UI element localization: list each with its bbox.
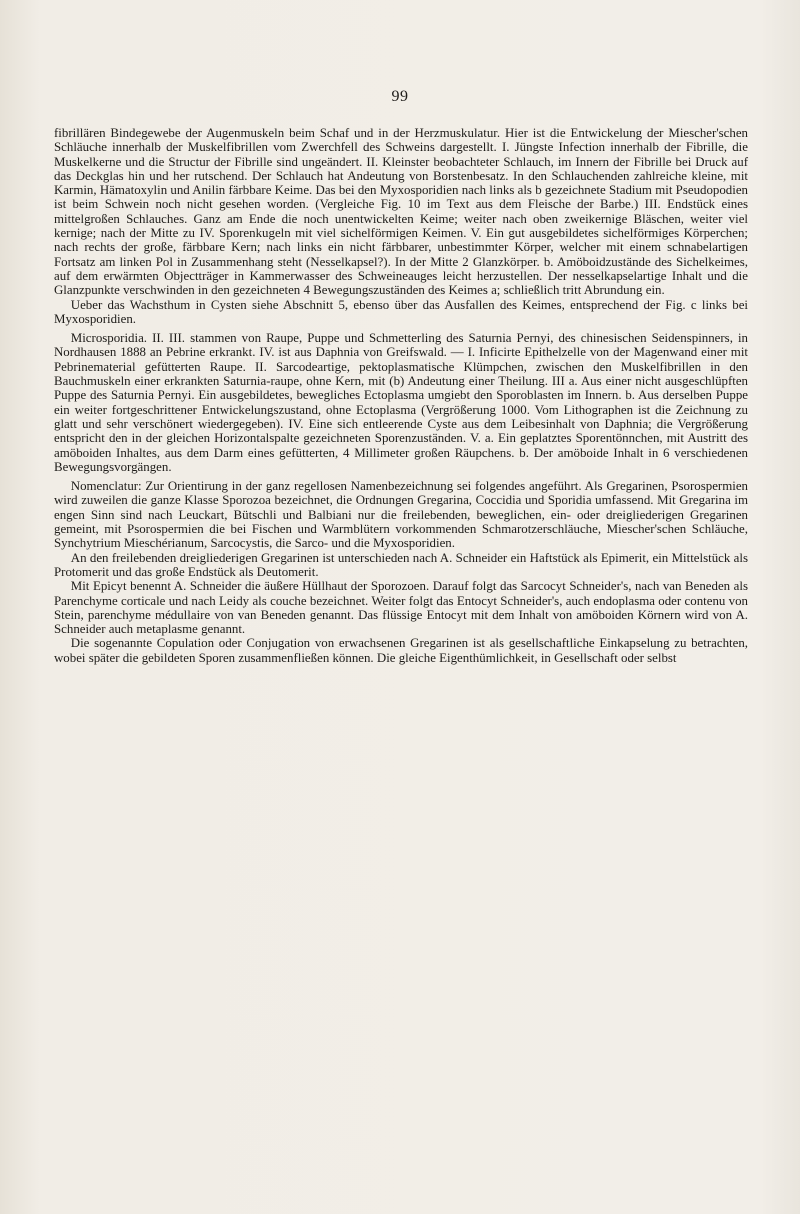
page-number: 99 — [391, 88, 409, 105]
paragraph-miescher-tubes: fibrillären Bindegewebe der Augenmuskeln beim Schaf und in der Herzmuskulatur. Hier ist die Entwickelung der Miescher'schen Schläuche innerhalb der Muskelfibrillen vom Zwerchfell des Schweins dargestellt. I. Jüngste Infection innerhalb der Fibrille, die Muskelkerne und die Structur der Fibrille sind ungeändert. II. Kleinster beobachteter Schlauch, im Innern der Fibrille bei Druck auf das Deckglas hin und her rutschend. Der Schlauch hat Andeutung von Borstenbesatz. In den Schlauchenden zahlreiche kleine, mit Karmin, Hämatoxylin und Anilin färbbare Keime. Das bei den Myxosporidien nach links als b gezeichnete Stadium mit Pseudopodien ist beim Schwein noch nicht gesehen worden. (Vergleiche Fig. 10 im Text aus dem Fleische der Barbe.) III. Endstück eines mittelgroßen Schlauches. Ganz am Ende die noch unentwickelten Keime; weiter nach oben zweikernige Bläschen, weiter viel kernige; nach der Mitte zu IV. Sporenkugeln mit viel sichelförmigen Keimen. V. Ein gut ausgebildetes sichelförmiges Körperchen; nach rechts der große, färbbare Kern; nach links ein nicht färbbarer, unbestimmter Körper, welcher mit einem schnabelartigen Fortsatz am linken Pol in Zusammenhang steht (Nesselkapsel?). In der Mitte 2 Glanzkörper. b. Amöboidzustände des Sichelkeimes, auf dem erwärmten Objectträger in Kammerwasser des Schweineauges leicht herzustellen. Der nesselkapselartige Inhalt und die Glanzpunkte verschwinden in den gezeichneten 4 Bewegungszuständen des Keimes a; schließlich tritt Abrundung ein. — [54, 126, 748, 298]
paragraph-copulation: Die sogenannte Copulation oder Conjugation von erwachsenen Gregarinen ist als gesellschaftliche Einkapselung zu betrachten, wobei später die gebildeten Sporen zusammenfließen können. Die gleiche Eigenthümlichkeit, in Gesellschaft oder selbst — [54, 636, 748, 665]
paragraph-microsporidia: Microsporidia. II. III. stammen von Raupe, Puppe und Schmetterling des Saturnia Pernyi, des chinesischen Seidenspinners, in Nordhausen 1888 an Pebrine erkrankt. IV. ist aus Daphnia von Greifswald. — I. Inficirte Epithelzelle von der Magenwand einer mit Pebrinematerial gefütterten Raupe. II. Sarcodeartige, pektoplasmatische Klümpchen, zwischen den Muskelfibrillen in den Bauchmuskeln einer erkrankten Saturnia-raupe, ohne Kern, mit (b) Andeutung einer Theilung. III a. Aus einer nicht ausgeschlüpften Puppe des Saturnia Pernyi. Ein ausgebildetes, bewegliches Ectoplasma umgiebt den Sporoblasten im Innern. b. Aus derselben Puppe ein weiter fortgeschrittener Entwickelungszustand, ohne Ectoplasma (Vergrößerung 1000. Vom Lithographen ist die Zeichnung zu glatt und sehr verschönert wiedergegeben). IV. Eine sich entleerende Cyste aus dem Leibesinhalt von Daphnia; die Vergrößerung entspricht den in der gleichen Horizontalspalte gezeichneten Sporenzuständen. V. a. Ein geplatztes Sporentönnchen, mit Austritt des amöboiden Inhaltes, aus dem Darm eines gefütterten, 4 Millimeter großen Räupchens. b. Der amöboide Inhalt in 6 verschiedenen Bewegungsvorgängen. — [54, 331, 748, 474]
paragraph-epicyt: Mit Epicyt benennt A. Schneider die äußere Hüllhaut der Sporozoen. Darauf folgt das Sarcocyt Schneider's, nach van Beneden als Parenchyme corticale und nach Leidy als couche bezeichnet. Weiter folgt das Entocyt Schneider's, auch endoplasma oder contenu von Stein, parenchyme médullaire von van Beneden genannt. Das flüssige Entocyt mit dem Inhalt von amöboiden Körnern wird von A. Schneider auch metaplasme genannt. — [54, 579, 748, 637]
paragraph-nomenclature: Nomenclatur: Zur Orientirung in der ganz regellosen Namenbezeichnung sei folgendes angeführt. Als Gregarinen, Psorospermien wird zuweilen die ganze Klasse Sporozoa bezeichnet, die Ordnungen Gregarina, Coccidia und Sporidia umfassend. Mit Gregarina im engen Sinn sind nach Leuckart, Bütschli und Balbiani nur die freilebenden, beweglichen, ein- oder dreigliederigen Gregarinen gemeint, mit Psorospermien die bei Fischen und Warmblütern vorkommenden Schmarotzerschläuche, Miescher'schen Schläuche, Synchytrium Mieschérianum, Sarcocystis, die Sarco- und die Myxosporidien. — [54, 479, 748, 551]
paragraph-gregarine-segments: An den freilebenden dreigliederigen Gregarinen ist unterschieden nach A. Schneider ein Haftstück als Epimerit, ein Mittelstück als Protomerit und das große Endstück als Deutomerit. — [54, 550, 748, 579]
paragraph-cyst-growth: Ueber das Wachsthum in Cysten siehe Abschnitt 5, ebenso über das Ausfallen des Keimes, entsprechend der Fig. c links bei Myxosporidien. — [54, 297, 748, 326]
body-text — [54, 126, 748, 665]
